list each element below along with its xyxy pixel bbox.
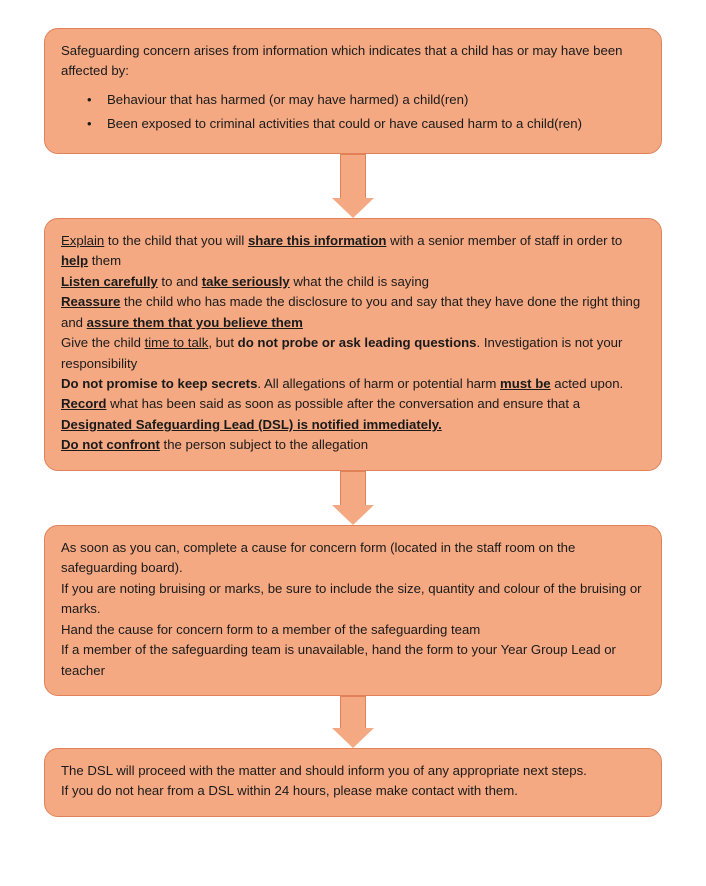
text-run: Do not confront [61, 437, 160, 453]
arrow-shape [332, 471, 374, 525]
dsl-line [61, 761, 645, 781]
response-line [61, 333, 645, 374]
text-run: . Investigation is not your responsibility [61, 335, 623, 371]
text-run: to and [157, 273, 202, 289]
arrow-stem [340, 471, 366, 505]
text-run: acted upon. [550, 375, 624, 391]
arrow-down-3 [44, 696, 662, 748]
text-run: The DSL will proceed with the matter and should inform you of any appropriate next steps. [61, 762, 587, 778]
recording-line [61, 620, 645, 640]
flow-step-concern [44, 28, 662, 154]
arrow-head [332, 198, 374, 218]
response-line [61, 272, 645, 292]
text-run: take seriously [201, 273, 290, 289]
text-run: Hand the cause for concern form to a member of the safeguarding team [61, 621, 481, 637]
text-run: If you do not hear from a DSL within 24 hours, please make contact with them. [61, 783, 518, 799]
text-run: time to talk [144, 335, 209, 351]
text-run: Record [61, 396, 107, 412]
recording-line [61, 579, 645, 620]
arrow-head [332, 505, 374, 525]
text-run: them [88, 253, 122, 269]
response-lines [61, 231, 645, 456]
text-run: Explain [61, 232, 105, 248]
text-run: assure them that you believe them [86, 314, 303, 330]
text-run: must be [500, 375, 551, 391]
text-run: Reassure [61, 294, 121, 310]
concern-bullet-list [61, 90, 645, 135]
text-run: the person subject to the allegation [159, 437, 369, 453]
arrow-head [332, 728, 374, 748]
arrow-down-1 [44, 154, 662, 218]
response-line [61, 374, 645, 394]
text-run: Do not promise to keep secrets [61, 375, 258, 391]
response-line [61, 231, 645, 272]
text-run: . All allegations of harm or potential harm [257, 375, 501, 391]
text-run: Designated Safeguarding Lead (DSL) is notified immediately. [61, 416, 442, 432]
arrow-shape [332, 696, 374, 748]
text-run: help [61, 253, 89, 269]
text-run: , but [208, 335, 238, 351]
recording-lines [61, 538, 645, 681]
response-line [61, 435, 645, 455]
concern-intro-text: Safeguarding concern arises from information which indicates that a child has or may have been affected by: [61, 43, 623, 79]
recording-line [61, 640, 645, 681]
text-run: what has been said as soon as possible after the conversation and ensure that a [106, 396, 581, 412]
text-run: Give the child [61, 335, 145, 351]
dsl-lines [61, 761, 645, 802]
arrow-shape [332, 154, 374, 218]
arrow-stem [340, 154, 366, 198]
recording-line [61, 538, 645, 579]
text-run: the child who has made the disclosure to you and say that they have done the right thing and [61, 294, 641, 330]
arrow-stem [340, 696, 366, 728]
text-run: share this information [247, 232, 387, 248]
flow-step-dsl [44, 748, 662, 817]
list-item: • Been exposed to criminal activities that could or have caused harm to a child(ren) [107, 114, 645, 134]
text-run: what the child is saying [289, 273, 429, 289]
dsl-line [61, 781, 645, 801]
text-run: If you are noting bruising or marks, be sure to include the size, quantity and colour of the bruising or marks. [61, 580, 642, 617]
text-run: with a senior member of staff in order to [386, 232, 623, 248]
response-line [61, 292, 645, 333]
text-run: to the child that you will [104, 232, 248, 248]
list-item: • Behaviour that has harmed (or may have harmed) a child(ren) [107, 90, 645, 110]
text-run: If a member of the safeguarding team is unavailable, hand the form to your Year Group Lead or teacher [61, 642, 616, 678]
response-line [61, 394, 645, 435]
text-run: As soon as you can, complete a cause for concern form (located in the staff room on the safeguarding board). [61, 539, 576, 576]
text-run: Listen carefully [61, 273, 158, 289]
flow-step-recording [44, 525, 662, 696]
arrow-down-2 [44, 471, 662, 525]
flow-step-response [44, 218, 662, 471]
text-run: do not probe or ask leading questions [237, 335, 477, 351]
